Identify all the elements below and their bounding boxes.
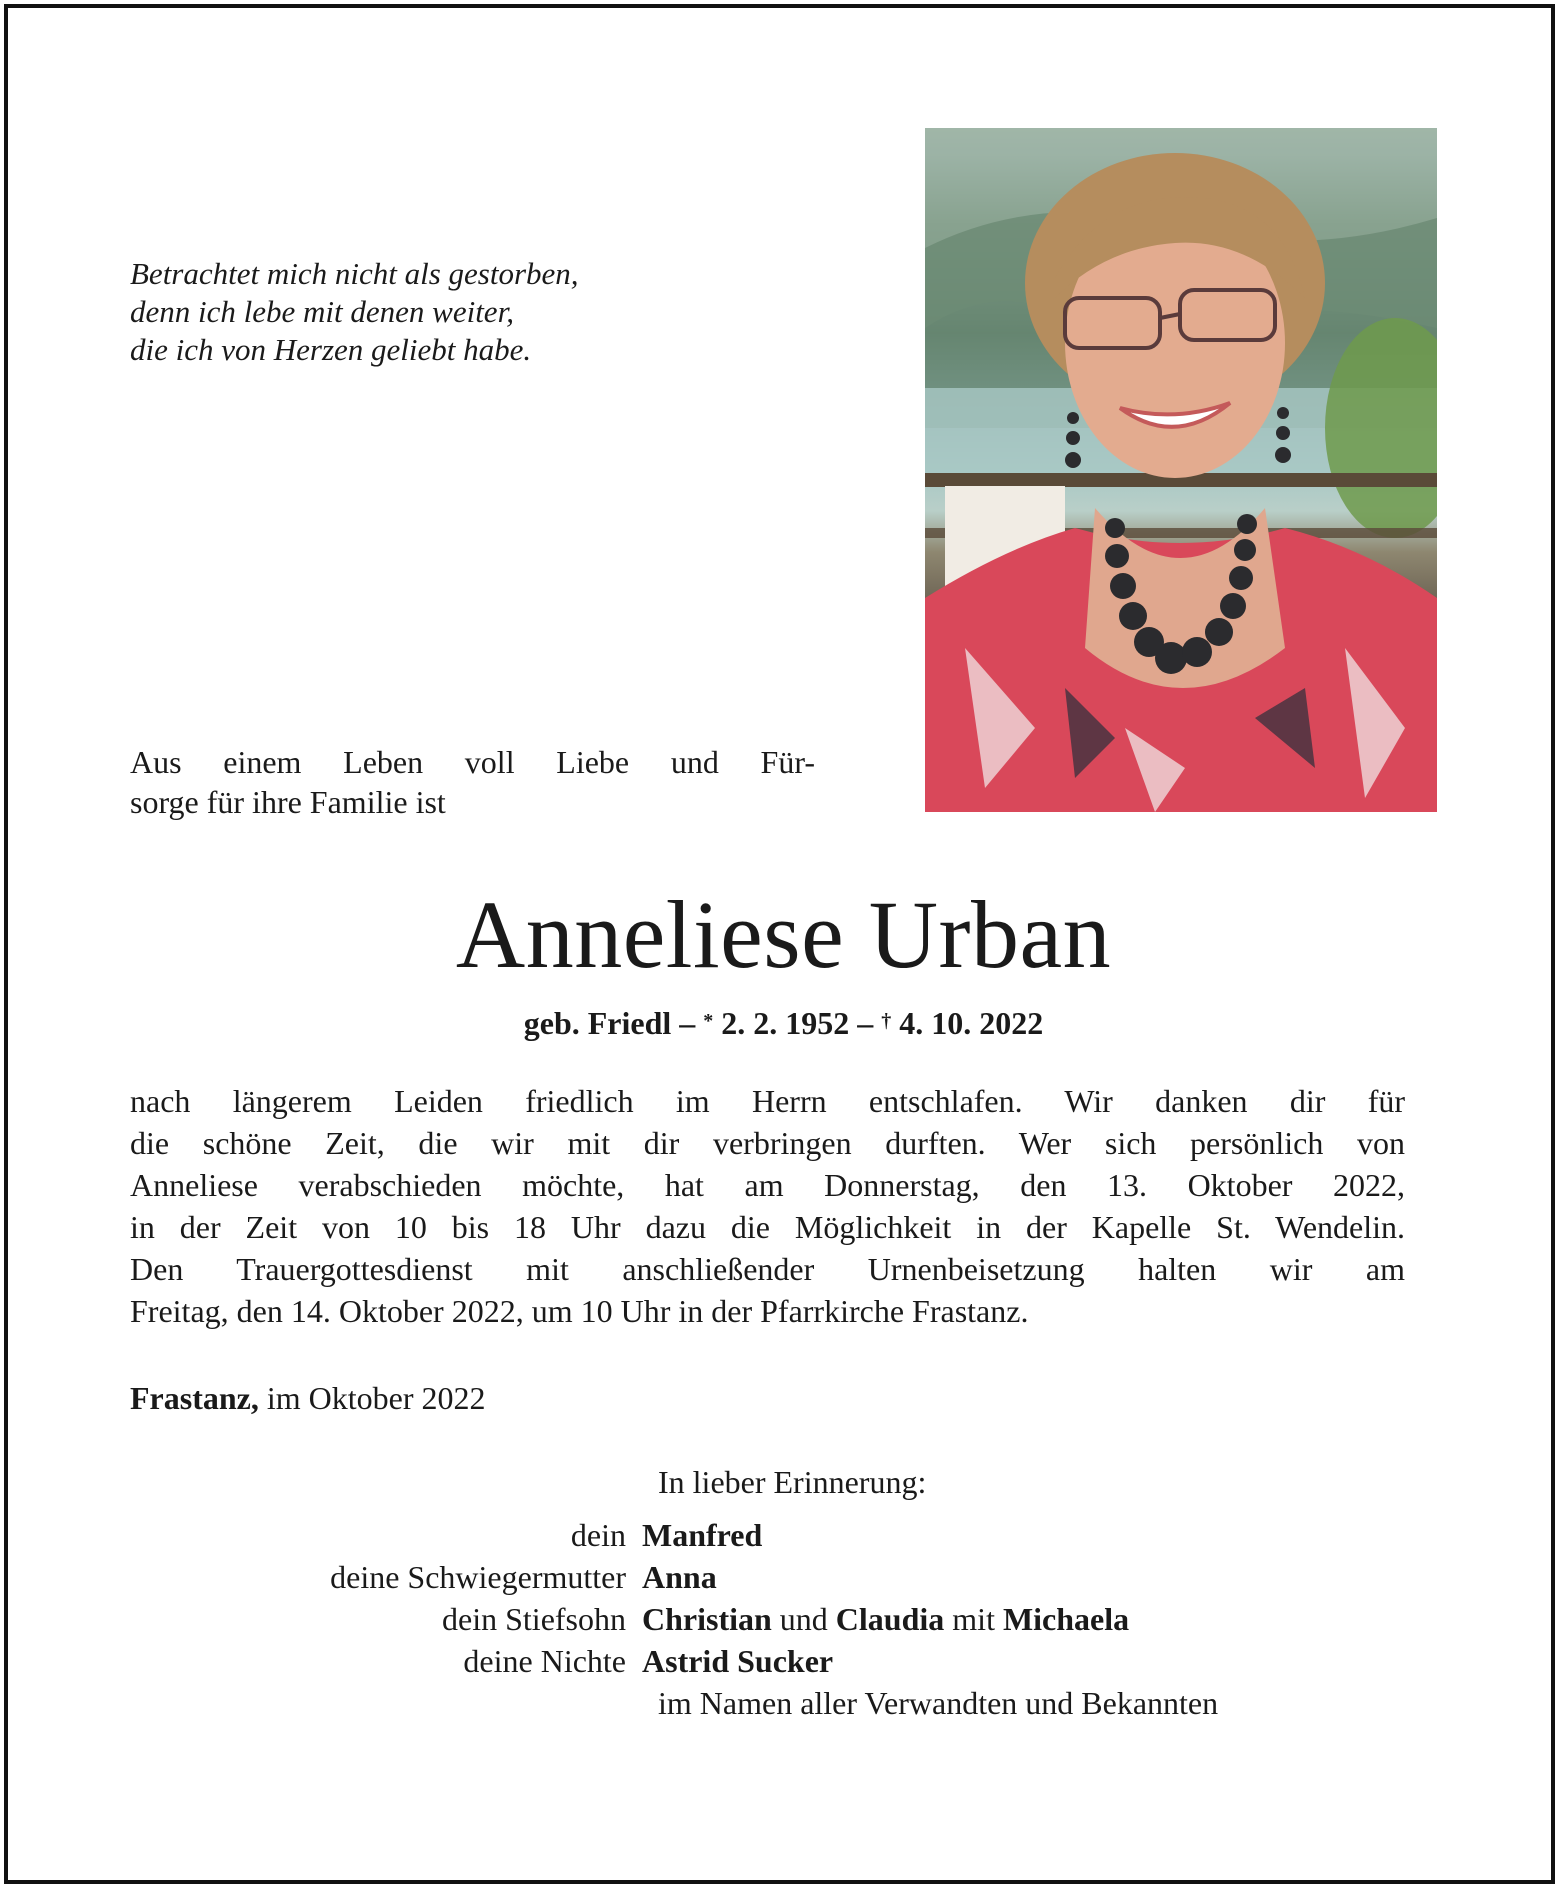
mourner-join: und: [779, 1601, 828, 1637]
closing-line: im Namen aller Verwandten und Bekannten: [658, 1685, 1219, 1721]
intro-line: sorge für ihre Familie ist: [130, 784, 446, 820]
mourner-relation: dein: [570, 1517, 626, 1553]
intro-line: Aus einem Leben voll Liebe und Für-: [130, 744, 815, 780]
death-symbol: †: [881, 1010, 892, 1032]
quote-line: die ich von Herzen geliebt habe.: [130, 332, 532, 367]
portrait-illustration: [925, 128, 1437, 812]
place-month: im Oktober 2022: [266, 1380, 486, 1416]
deceased-name: Anneliese Urban: [455, 881, 1112, 988]
mourner-name: Michaela: [1002, 1601, 1130, 1637]
maiden-name: geb. Friedl: [523, 1005, 672, 1041]
announcement-line: Freitag, den 14. Oktober 2022, um 10 Uhr in der Pfarrkirche Frastanz.: [130, 1293, 1029, 1329]
mourner-name: Anna: [642, 1559, 717, 1595]
life-dates: [0, 1003, 1567, 1043]
announcement-line: nach längerem Leiden friedlich im Herrn entschlafen. Wir danken dir für: [130, 1083, 1405, 1119]
mourner-name: Manfred: [642, 1517, 763, 1553]
mourner-relation: deine Nichte: [463, 1643, 626, 1679]
separator: –: [679, 1005, 704, 1041]
mourners-list: [130, 1514, 1430, 1724]
announcement-line: Den Trauergottesdienst mit anschließender Urnenbeisetzung halten wir am: [130, 1251, 1405, 1287]
quote-line: Betrachtet mich nicht als gestorben,: [130, 256, 579, 291]
mourner-row: [130, 1556, 1430, 1598]
death-date: 4. 10. 2022: [899, 1005, 1044, 1041]
portrait-photo: [925, 128, 1437, 812]
birth-symbol: *: [703, 1010, 714, 1032]
mourner-relation: deine Schwiegermutter: [330, 1559, 626, 1595]
remembrance-heading: In lieber Erinnerung:: [658, 1464, 927, 1500]
announcement-line: in der Zeit von 10 bis 18 Uhr dazu die Möglichkeit in der Kapelle St. Wendelin.: [130, 1209, 1405, 1245]
intro-text: [130, 742, 815, 822]
mourner-row: [130, 1640, 1430, 1682]
place-date: [130, 1378, 486, 1418]
place-city: Frastanz,: [130, 1380, 259, 1416]
announcement-text: [130, 1080, 1405, 1332]
announcement-line: die schöne Zeit, die wir mit dir verbringen durften. Wer sich persönlich von: [130, 1125, 1405, 1161]
mourner-name: Claudia: [835, 1601, 945, 1637]
mourner-row: [130, 1598, 1430, 1640]
memorial-quote: [130, 255, 579, 369]
announcement-line: Anneliese verabschieden möchte, hat am Donnerstag, den 13. Oktober 2022,: [130, 1167, 1405, 1203]
mourner-name: Astrid Sucker: [642, 1643, 834, 1679]
mourner-row: [130, 1514, 1430, 1556]
mourner-name: Christian: [642, 1601, 772, 1637]
separator: –: [857, 1005, 882, 1041]
quote-line: denn ich lebe mit denen weiter,: [130, 294, 514, 329]
mourner-join: mit: [952, 1601, 995, 1637]
mourner-relation: dein Stiefsohn: [442, 1601, 626, 1637]
birth-date: 2. 2. 1952: [721, 1005, 850, 1041]
